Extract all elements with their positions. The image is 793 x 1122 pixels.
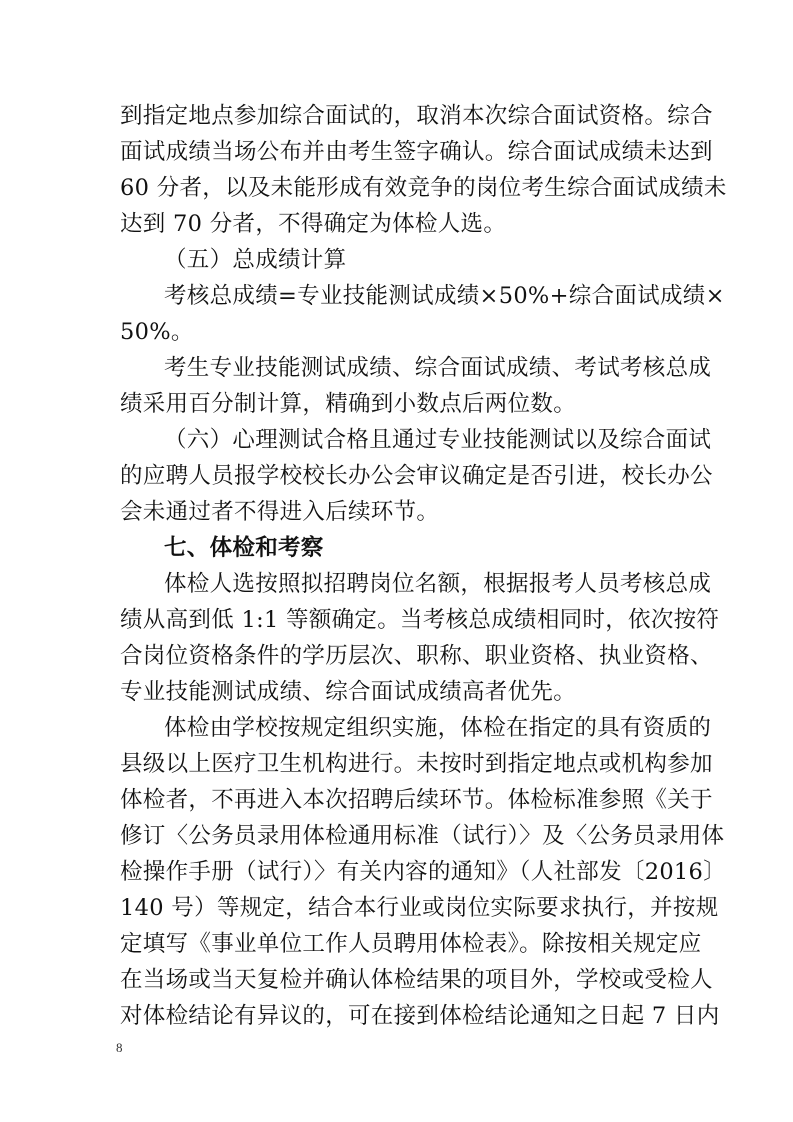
body-text-line: 到指定地点参加综合面试的，取消本次综合面试资格。综合 (120, 103, 713, 129)
body-text-line: 面试成绩当场公布并由考生签字确认。综合面试成绩未达到 (120, 139, 713, 165)
formula-line: 考核总成绩=专业技能测试成绩×50%+综合面试成绩× (164, 283, 725, 309)
body-text-line: 对体检结论有异议的，可在接到体检结论通知之日起 7 日内 (120, 1003, 720, 1029)
body-text-line: 检操作手册（试行）〉有关内容的通知》（人社部发〔2016〕 (120, 859, 726, 885)
body-text-line: 考生专业技能测试成绩、综合面试成绩、考试考核总成 (164, 355, 712, 381)
body-text-line: 绩采用百分制计算，精确到小数点后两位数。 (120, 391, 577, 417)
body-text-line: 体检者，不再进入本次招聘后续环节。体检标准参照《关于 (120, 787, 713, 813)
body-text-line: 达到 70 分者，不得确定为体检人选。 (120, 211, 507, 237)
formula-line: 50%。 (120, 319, 194, 345)
body-text-line: 60 分者，以及未能形成有效竞争的岗位考生综合面试成绩未 (120, 175, 727, 201)
section-subheading: （五）总成绩计算 (164, 247, 347, 273)
body-text-line: 定填写《事业单位工作人员聘用体检表》。除按相关规定应 (120, 931, 702, 957)
body-text-line: （六）心理测试合格且通过专业技能测试以及综合面试 (164, 427, 712, 453)
section-heading: 七、体检和考察 (164, 535, 324, 561)
body-text-line: 会未通过者不得进入后续环节。 (120, 499, 440, 525)
body-text-line: 在当场或当天复检并确认体检结果的项目外，学校或受检人 (120, 967, 713, 993)
body-text-line: 140 号）等规定，结合本行业或岗位实际要求执行，并按规 (120, 895, 719, 921)
body-text-line: 修订〈公务员录用体检通用标准（试行）〉及〈公务员录用体 (120, 823, 725, 849)
body-text-line: 县级以上医疗卫生机构进行。未按时到指定地点或机构参加 (120, 751, 713, 777)
body-text-line: 体检由学校按规定组织实施，体检在指定的具有资质的 (164, 715, 712, 741)
body-text-line: 的应聘人员报学校校长办公会审议确定是否引进，校长办公 (120, 463, 713, 489)
body-text-line: 绩从高到低 1:1 等额确定。当考核总成绩相同时，依次按符 (120, 607, 720, 633)
body-text-line: 专业技能测试成绩、综合面试成绩高者优先。 (120, 679, 577, 705)
body-text-line: 体检人选按照拟招聘岗位名额，根据报考人员考核总成 (164, 571, 712, 597)
page-number: 8 (116, 1040, 123, 1055)
body-text-line: 合岗位资格条件的学历层次、职称、职业资格、执业资格、 (120, 643, 713, 669)
